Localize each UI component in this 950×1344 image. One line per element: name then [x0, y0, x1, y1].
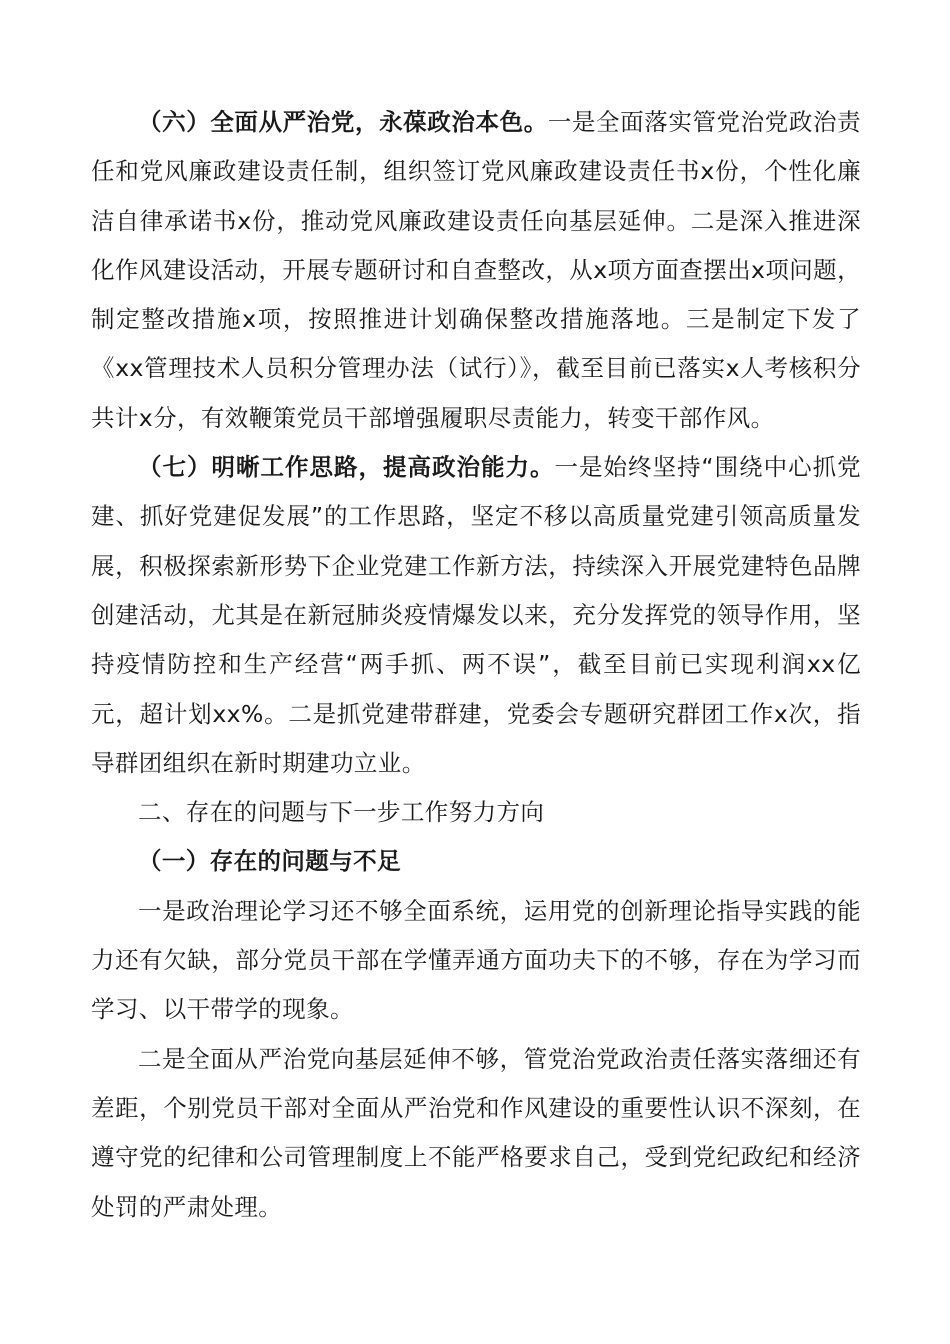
section-7-paragraph	[91, 443, 861, 788]
section-7-heading: （七）明晰工作思路，提高政治能力。	[138, 453, 555, 482]
problem-1-paragraph: 一是政治理论学习还不够全面系统，运用党的创新理论指导实践的能力还有欠缺，部分党员干部在学懂弄通方面功夫下的不够，存在为学习而学习、以干带学的现象。	[91, 896, 861, 1024]
part-2-heading: 二、存在的问题与下一步工作努力方向	[138, 798, 545, 827]
sub-1-heading: （一）存在的问题与不足	[138, 847, 401, 876]
document-body	[91, 98, 861, 1232]
section-6-heading: （六）全面从严治党，永葆政治本色。	[138, 108, 548, 136]
section-6-body: 一是全面落实管党治党政治责任和党风廉政建设责任制，组织签订党风廉政建设责任书x份，个性化廉洁自律承诺书x份，推动党风廉政建设责任向基层延伸。二是深入推进深化作风建设活动，开展专题研讨和自查整改，从x项方面查摆出x项问题，制定整改措施x项，按照推进计划确保整改措施落地。三是制定下发了《xx管理技术人员积分管理办法（试行）》，截至目前已落实x人考核积分共计x分，有效鞭策党员干部增强履职尽责能力，转变干部作风。	[91, 108, 861, 432]
section-7-body: 一是始终坚持“围绕中心抓党建、抓好党建促发展”的工作思路，坚定不移以高质量党建引领高质量发展，积极探索新形势下企业党建工作新方法，持续深入开展党建特色品牌创建活动，尤其是在新冠肺炎疫情爆发以来，充分发挥党的领导作用，坚持疫情防控和生产经营“两手抓、两不误”，截至目前已实现利润xx亿元，超计划xx%。二是抓党建带群建，党委会专题研究群团工作x次，指导群团组织在新时期建功立业。	[91, 453, 861, 777]
section-6-paragraph	[91, 98, 861, 443]
problem-2-paragraph: 二是全面从严治党向基层延伸不够，管党治党政治责任落实落细还有差距，个别党员干部对全面从严治党和作风建设的重要性认识不深刻，在遵守党的纪律和公司管理制度上不能严格要求自己，受到党纪政纪和经济处罚的严肃处理。	[91, 1044, 861, 1221]
